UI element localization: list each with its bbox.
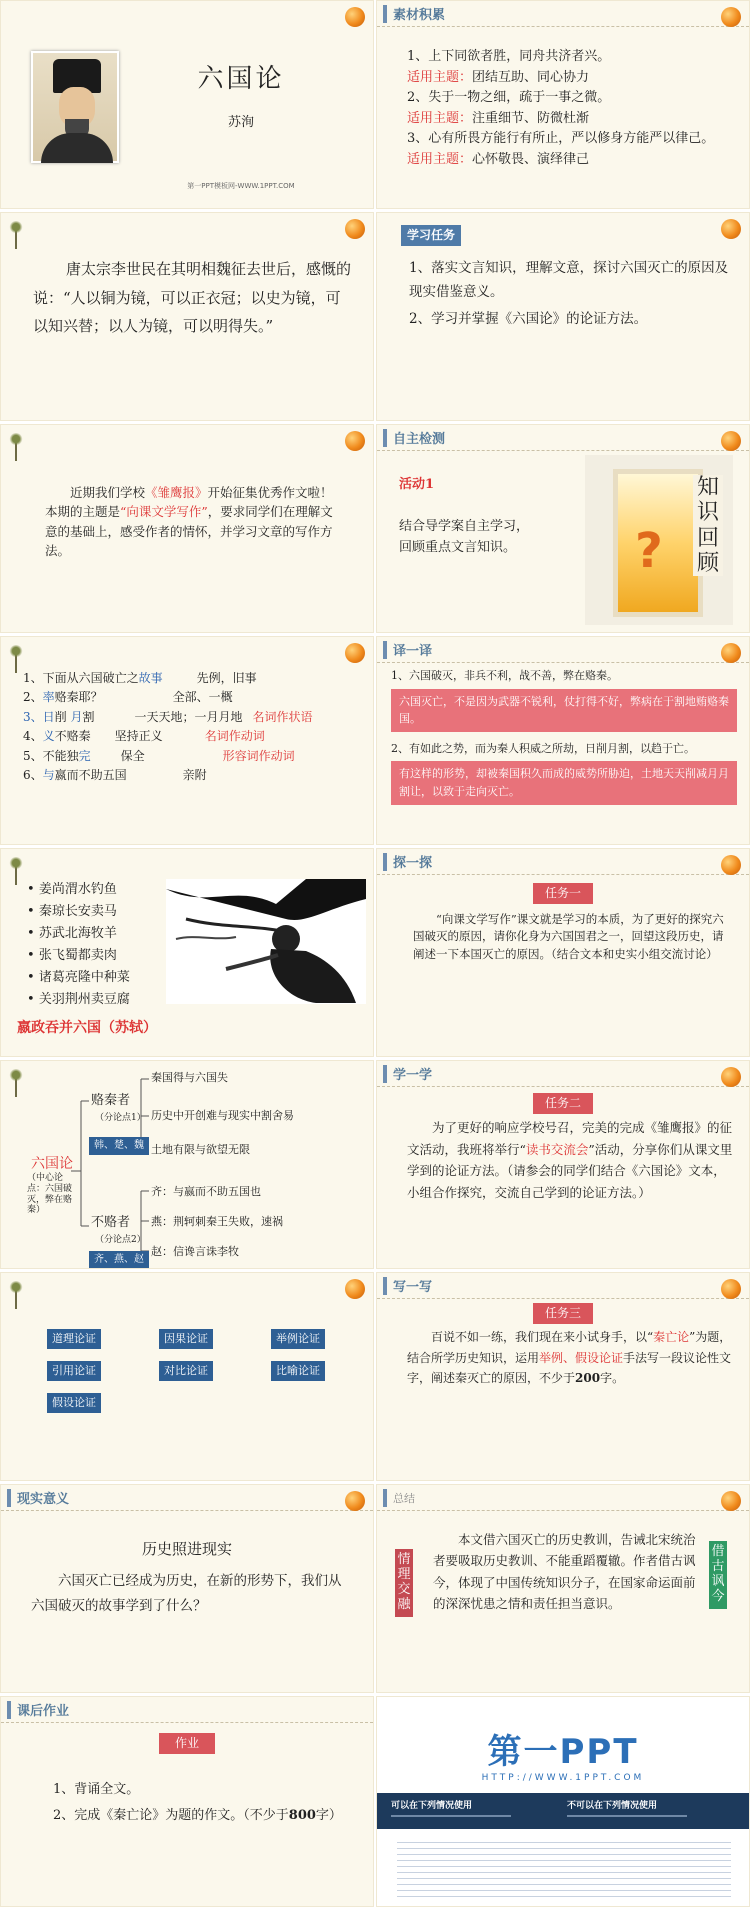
usage-label: 名词作状语	[252, 709, 313, 724]
orange-decoration	[345, 219, 365, 239]
method-button[interactable]: 引用论证	[47, 1361, 101, 1381]
text-span: 开始征集优秀作文啦！本期的主题是	[45, 485, 333, 520]
keyword: 率	[42, 690, 55, 705]
orange-decoration	[721, 431, 741, 451]
point: 历史中开创难与现实中割舍易	[151, 1109, 294, 1122]
theme-value: 团结互助、同心协力	[472, 69, 590, 85]
point: 燕：荆轲刺秦王失败，速祸	[151, 1215, 283, 1228]
homework-list	[53, 1777, 363, 1829]
header-label: 课后作业	[17, 1704, 70, 1719]
section-tag: 学习任务	[401, 225, 461, 246]
slide-header	[377, 1, 749, 27]
root-subtitle: （中心论点：六国破灭，弊在赂秦）	[27, 1173, 73, 1216]
story-item: • 苏武北海牧羊	[27, 926, 117, 942]
slide-header	[377, 637, 749, 663]
orange-decoration	[345, 7, 365, 27]
translation-2: 有这样的形势，却被秦国积久而成的威势所胁迫，土地天天削减月月割让，以致于走向灭亡。	[391, 761, 737, 804]
method-button[interactable]: 因果论证	[159, 1329, 213, 1349]
slide-homework[interactable]	[0, 1696, 374, 1907]
text-span: 削	[54, 709, 67, 724]
usage-label: 名词作动词	[204, 729, 265, 744]
text-span: 近期我们学校	[70, 485, 146, 500]
keyword: 完	[78, 748, 91, 763]
text-span: ”活动，分享你们从课文里学到的论证方法。（请参会的同学们结合《六国论》文本，小组合作探究，交流自己学到的论证方法。）	[407, 1141, 733, 1200]
brand-url[interactable]: HTTP://WWW.1PPT.COM	[481, 1773, 645, 1783]
question-mark-icon: ?	[635, 523, 663, 579]
meaning: 先例，旧事	[196, 671, 257, 685]
header-label: 素材积累	[393, 8, 446, 23]
portrait	[31, 51, 119, 163]
task-tag: 作业	[159, 1733, 215, 1754]
story-list	[27, 879, 130, 1012]
text-span: 张飞蜀都卖肉	[38, 948, 117, 964]
theme-name: “向课文学写作”	[120, 504, 208, 520]
task-text	[407, 1117, 735, 1203]
method-button[interactable]: 假设论证	[47, 1393, 101, 1413]
brand-logo: 第一PPT	[487, 1732, 639, 1772]
slide-materials[interactable]	[376, 0, 750, 209]
task-1: 1、落实文言知识，理解文意，探讨六国灭亡的原因及现实借鉴意义。	[409, 260, 729, 300]
point: 齐：与嬴而不助五国也	[151, 1185, 261, 1198]
material-2: 2、失于一物之细，疏于一事之微。	[407, 90, 611, 106]
slide-methods[interactable]	[0, 1272, 374, 1481]
usage-label: 形容词作动词	[222, 748, 295, 763]
slide-header	[377, 1485, 749, 1511]
door-image	[585, 455, 733, 625]
text-span: 2、完成《秦亡论》为题的作文。（不少于	[53, 1808, 289, 1823]
orange-decoration	[345, 1279, 365, 1299]
keyword: 故事	[138, 671, 163, 685]
point: 秦国得与六国失	[151, 1071, 228, 1084]
task-list	[409, 257, 733, 332]
text-span: 不赂秦	[54, 729, 91, 744]
story-item: • 关羽荆州卖豆腐	[27, 992, 130, 1008]
plant-decoration	[9, 1279, 23, 1309]
text-span: 为了更好的响应学校号召，完美的完成《雏鹰报》的征文活动，我班将举行“	[407, 1120, 733, 1157]
reality-text: 六国灭亡已经成为历史，在新的形势下，我们从六国破灭的故事学到了什么？	[31, 1573, 342, 1614]
homework-1: 1、背诵全文。	[53, 1782, 140, 1797]
text-span: ，要求同学们在理解文意的基础上，感受作者的情怀，并学习文章的写作方法。	[45, 504, 333, 559]
slide-title[interactable]	[0, 0, 374, 209]
vocab-row	[23, 766, 367, 785]
materials-list	[407, 47, 735, 170]
slide-newspaper[interactable]	[0, 424, 374, 633]
text-span: 字。	[600, 1371, 625, 1386]
sentence-1: 1、六国破灭，非兵不利，战不善，弊在赂秦。	[391, 669, 618, 682]
slide-structure[interactable]	[0, 1060, 374, 1269]
vocab-row	[23, 708, 367, 727]
word-count: 800	[288, 1808, 316, 1823]
orange-decoration	[721, 855, 741, 875]
theme-label: 适用主题：	[407, 151, 473, 167]
plant-decoration	[9, 219, 23, 249]
branch-2: 不赂者	[91, 1215, 131, 1230]
plant-decoration	[9, 431, 23, 461]
author: 苏洵	[227, 115, 254, 130]
plant-decoration	[9, 643, 23, 673]
header-label: 学一学	[393, 1068, 433, 1083]
text-span: 1、下面从六国破亡之	[23, 671, 139, 685]
vocab-row	[23, 669, 367, 688]
can-use-label: 可以在下列情况使用	[391, 1801, 473, 1811]
text-span: 2、	[23, 690, 43, 705]
vocab-row	[23, 727, 367, 746]
point: 赵：信谗言诛李牧	[151, 1245, 239, 1258]
orange-decoration	[721, 219, 741, 239]
task-tag: 任务二	[533, 1093, 593, 1114]
branch-2-box: 齐、燕、赵	[89, 1251, 149, 1269]
newspaper-name: 《雏鹰报》	[145, 485, 208, 500]
vocab-row	[23, 747, 367, 766]
slide-stories[interactable]	[0, 848, 374, 1057]
text-span: 苏武北海牧羊	[38, 926, 117, 942]
newspaper-text	[45, 483, 343, 561]
topic-name: 秦亡论	[653, 1330, 690, 1344]
sentence-2: 2、有如此之势，而为秦人积威之所劫，日削月割，以趋于亡。	[391, 741, 695, 755]
header-label: 现实意义	[17, 1492, 70, 1507]
quote-text: 唐太宗李世民在其明相魏征去世后，感慨的说：“人以铜为镜，可以正衣冠；以史为镜，可以知兴替；以人为镜，可以明得失。”	[33, 260, 352, 335]
slide-write[interactable]	[376, 1272, 750, 1481]
translate-body	[391, 667, 737, 805]
method-button[interactable]: 道理论证	[47, 1329, 101, 1349]
summary-tag-left: 情理交融	[395, 1549, 413, 1617]
theme-value: 注重细节、防微杜渐	[472, 110, 590, 126]
task-text: “向课文学写作”课文就是学习的本质，为了更好的探究六国破灭的原因，请你化身为六国国君之一，回望这段历史，请阐述一下本国灭亡的原因。（结合文本和史实小组交流讨论）	[413, 912, 724, 961]
text-span: ”为题，结合所学历史知识，运用	[407, 1330, 732, 1365]
orange-decoration	[721, 7, 741, 27]
orange-decoration	[345, 643, 365, 663]
word-count: 200	[575, 1371, 601, 1386]
story-item: • 姜尚渭水钓鱼	[27, 882, 117, 897]
slide-tasks[interactable]	[376, 212, 750, 421]
slide-brand[interactable]	[376, 1696, 750, 1907]
meaning: 全部、一概	[172, 690, 233, 705]
text-span: 百说不如一练，我们现在来小试身手，以“	[431, 1330, 654, 1344]
slide-header	[1, 1697, 373, 1723]
header-label: 探一探	[393, 856, 433, 871]
point: 土地有限与欲望无限	[151, 1143, 250, 1156]
task-tag: 任务一	[533, 883, 593, 904]
text-span: 手法写一段议论性文字，阐述秦灭亡的原因，不少于	[407, 1350, 732, 1386]
translation-1: 六国灭亡，不是因为武器不锐利，仗打得不好，弊病在于割地贿赂秦国。	[391, 689, 737, 732]
meaning: 亲附	[182, 768, 207, 783]
text-span: 字）	[315, 1808, 342, 1823]
slide-title-text: 六国论	[197, 64, 285, 94]
slide-header	[1, 1485, 373, 1511]
material-1: 1、上下同欲者胜，同舟共济者兴。	[407, 49, 611, 64]
slide-self-check[interactable]	[376, 424, 750, 633]
event-name: 读书交流会	[525, 1141, 589, 1157]
text-span: 5、不能独	[23, 748, 79, 763]
vocab-row	[23, 688, 367, 707]
keyword: 月	[70, 709, 83, 724]
door-label: 知识回顾	[693, 475, 723, 576]
ink-painting	[166, 879, 366, 1004]
method-button[interactable]: 对比论证	[159, 1361, 213, 1381]
summary-text: 本文借六国灭亡的历史教训，告诫北宋统治者要吸取历史教训、不能重蹈覆辙。作者借古讽今，体现了中国传统知识分子，在国家命运面前的深深忧患之情和责任担当意识。	[433, 1532, 696, 1611]
orange-decoration	[345, 1491, 365, 1511]
branch-1: 赂秦者	[91, 1093, 131, 1108]
usage-panel	[377, 1793, 749, 1829]
link-lines	[397, 1837, 731, 1901]
text-span: 姜尚渭水钓鱼	[38, 882, 117, 897]
orange-decoration	[721, 1067, 741, 1087]
activity-label: 活动1	[399, 477, 435, 492]
slide-learn[interactable]	[376, 1060, 750, 1269]
story-item: • 张飞蜀都卖肉	[27, 948, 117, 964]
story-item: • 秦琼长安卖马	[27, 904, 117, 920]
header-label: 译一译	[393, 644, 433, 659]
theme-value: 心怀敬畏、演绎律己	[472, 151, 590, 167]
theme-label: 适用主题：	[407, 110, 473, 126]
method-button[interactable]: 比喻论证	[271, 1361, 325, 1381]
orange-decoration	[721, 643, 741, 663]
text-span: 嬴而不助五国	[54, 768, 127, 783]
slide-quote[interactable]	[0, 212, 374, 421]
plant-decoration	[9, 855, 23, 885]
text-span: 6、	[23, 768, 43, 783]
meaning: 保全	[120, 748, 145, 763]
keyword: 与	[42, 768, 55, 783]
keyword: 3、日	[23, 709, 55, 724]
header-label: 写一写	[393, 1280, 433, 1295]
slide-header	[377, 1061, 749, 1087]
orange-decoration	[721, 1279, 741, 1299]
header-label: 自主检测	[393, 432, 446, 447]
slide-explore[interactable]	[376, 848, 750, 1057]
text-span: 割	[82, 709, 95, 724]
slide-vocab[interactable]	[0, 636, 374, 845]
slide-translate[interactable]	[376, 636, 750, 845]
method-button[interactable]: 举例论证	[271, 1329, 325, 1349]
task-text	[407, 1327, 735, 1389]
slide-summary[interactable]	[376, 1484, 750, 1693]
meaning: 一天天地；一月月地	[134, 709, 243, 724]
task-tag: 任务三	[533, 1303, 593, 1324]
slide-reality[interactable]	[0, 1484, 374, 1693]
theme-label: 适用主题：	[407, 69, 473, 85]
slide-header	[377, 425, 749, 451]
reality-title: 历史照进现实	[141, 1540, 232, 1558]
orange-decoration	[345, 431, 365, 451]
slide-header	[377, 849, 749, 875]
header-label: 总结	[393, 1492, 415, 1505]
summary-tag-right: 借古讽今	[709, 1541, 727, 1609]
task-2: 2、学习并掌握《六国论》的论证方法。	[409, 311, 648, 328]
meaning: 坚持正义	[114, 729, 163, 744]
story-item: • 诸葛亮隆中种菜	[27, 970, 130, 986]
branch-2-sub: （分论点2）	[95, 1235, 146, 1245]
branch-1-sub: （分论点1）	[95, 1113, 146, 1123]
activity-text: 结合导学案自主学习，回顾重点文言知识。	[399, 519, 530, 555]
root-node: 六国论	[31, 1156, 73, 1172]
material-3: 3、心有所畏方能行有所止，严以修身方能严以律己。	[407, 131, 715, 147]
branch-1-box: 韩、楚、魏	[89, 1137, 149, 1155]
text-span: 4、	[23, 729, 43, 744]
text-span: 诸葛亮隆中种菜	[38, 970, 130, 986]
footer-text: 第一PPT模板网-WWW.1PPT.COM	[187, 182, 295, 190]
method-names: 举例、假设论证	[539, 1350, 624, 1365]
slide-header	[377, 1273, 749, 1299]
orange-decoration	[721, 1491, 741, 1511]
text-span: 关羽荆州卖豆腐	[38, 992, 130, 1008]
homework-2	[53, 1803, 363, 1829]
conclusion-text: 嬴政吞并六国（苏轼）	[17, 1020, 157, 1036]
keyword: 义	[42, 729, 55, 744]
cannot-use-label: 不可以在下列情况使用	[567, 1801, 658, 1811]
text-span: 秦琼长安卖马	[38, 904, 117, 920]
text-span: 赂秦耶？	[54, 690, 103, 705]
vocab-list	[23, 669, 367, 786]
